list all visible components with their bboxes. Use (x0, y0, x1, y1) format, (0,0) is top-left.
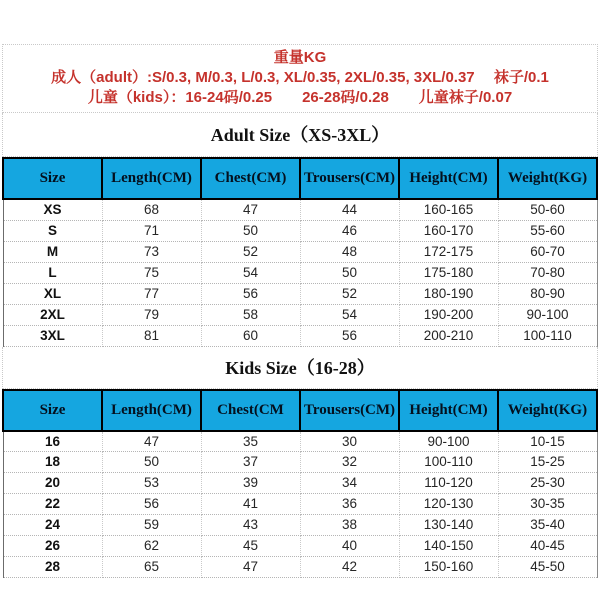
table-row (3, 536, 597, 557)
table-row (3, 452, 597, 473)
table-cell: 50 (201, 220, 300, 241)
column-header: Weight(KG) (498, 390, 597, 431)
table-cell: 75 (102, 262, 201, 283)
table-cell: 35-40 (498, 515, 597, 536)
table-cell: 100-110 (399, 452, 498, 473)
table-cell: 90-100 (399, 431, 498, 452)
table-cell: L (3, 262, 102, 283)
table-cell: 160-170 (399, 220, 498, 241)
table-cell: 47 (201, 557, 300, 578)
table-row (3, 557, 597, 578)
table-cell: 60-70 (498, 241, 597, 262)
table-cell: 80-90 (498, 283, 597, 304)
table-row (3, 325, 597, 346)
table-cell: 50 (300, 262, 399, 283)
weight-note-block (2, 44, 598, 113)
adult-size-table (2, 157, 598, 347)
table-cell: XS (3, 199, 102, 220)
table-cell: 120-130 (399, 494, 498, 515)
table-cell: 71 (102, 220, 201, 241)
table-cell: 55-60 (498, 220, 597, 241)
kids-size-table (2, 389, 598, 579)
table-cell: 140-150 (399, 536, 498, 557)
table-cell: 48 (300, 241, 399, 262)
table-cell: 130-140 (399, 515, 498, 536)
table-cell: 26 (3, 536, 102, 557)
column-header: Trousers(CM) (300, 158, 399, 199)
table-cell: 45 (201, 536, 300, 557)
table-cell: 77 (102, 283, 201, 304)
table-row (3, 241, 597, 262)
table-cell: 15-25 (498, 452, 597, 473)
table-row (3, 431, 597, 452)
table-cell: 46 (300, 220, 399, 241)
column-header: Weight(KG) (498, 158, 597, 199)
table-cell: 70-80 (498, 262, 597, 283)
table-cell: M (3, 241, 102, 262)
table-cell: 47 (201, 199, 300, 220)
table-row (3, 199, 597, 220)
table-cell: XL (3, 283, 102, 304)
table-cell: S (3, 220, 102, 241)
table-cell: 24 (3, 515, 102, 536)
table-cell: 100-110 (498, 325, 597, 346)
table-cell: 65 (102, 557, 201, 578)
table-cell: 44 (300, 199, 399, 220)
table-cell: 34 (300, 473, 399, 494)
weight-note-kids-line: 儿童（kids）：16-24码/0.25 26-28码/0.28 儿童袜子/0.07 (87, 89, 513, 106)
table-cell: 32 (300, 452, 399, 473)
table-cell: 190-200 (399, 304, 498, 325)
table-row (3, 494, 597, 515)
table-cell: 81 (102, 325, 201, 346)
table-cell: 35 (201, 431, 300, 452)
size-chart-sheet (2, 44, 598, 578)
table-cell: 90-100 (498, 304, 597, 325)
table-cell: 56 (300, 325, 399, 346)
table-cell: 2XL (3, 304, 102, 325)
table-cell: 68 (102, 199, 201, 220)
table-cell: 175-180 (399, 262, 498, 283)
table-cell: 25-30 (498, 473, 597, 494)
table-cell: 37 (201, 452, 300, 473)
table-row (3, 283, 597, 304)
table-cell: 39 (201, 473, 300, 494)
table-cell: 18 (3, 452, 102, 473)
column-header: Trousers(CM) (300, 390, 399, 431)
table-cell: 30 (300, 431, 399, 452)
table-cell: 56 (102, 494, 201, 515)
table-cell: 52 (201, 241, 300, 262)
table-cell: 172-175 (399, 241, 498, 262)
weight-note-adult-line: 成人（adult）:S/0.3, M/0.3, L/0.3, XL/0.35, 2XL/0.35, 3XL/0.37 袜子/0.1 (51, 69, 549, 86)
table-cell: 200-210 (399, 325, 498, 346)
table-cell: 73 (102, 241, 201, 262)
table-cell: 59 (102, 515, 201, 536)
table-cell: 180-190 (399, 283, 498, 304)
column-header: Chest(CM) (201, 158, 300, 199)
table-cell: 40-45 (498, 536, 597, 557)
table-cell: 60 (201, 325, 300, 346)
table-cell: 150-160 (399, 557, 498, 578)
table-cell: 40 (300, 536, 399, 557)
adult-size-title: Adult Size（XS-3XL） (2, 113, 598, 157)
table-cell: 10-15 (498, 431, 597, 452)
table-cell: 79 (102, 304, 201, 325)
table-cell: 16 (3, 431, 102, 452)
table-cell: 50-60 (498, 199, 597, 220)
table-row (3, 515, 597, 536)
table-cell: 53 (102, 473, 201, 494)
column-header: Size (3, 390, 102, 431)
table-cell: 47 (102, 431, 201, 452)
table-cell: 38 (300, 515, 399, 536)
table-cell: 110-120 (399, 473, 498, 494)
table-cell: 56 (201, 283, 300, 304)
table-cell: 54 (300, 304, 399, 325)
column-header: Size (3, 158, 102, 199)
table-row (3, 220, 597, 241)
table-cell: 45-50 (498, 557, 597, 578)
table-row (3, 304, 597, 325)
table-cell: 52 (300, 283, 399, 304)
table-cell: 160-165 (399, 199, 498, 220)
column-header: Height(CM) (399, 390, 498, 431)
table-cell: 41 (201, 494, 300, 515)
table-cell: 62 (102, 536, 201, 557)
table-row (3, 262, 597, 283)
table-cell: 43 (201, 515, 300, 536)
column-header: Length(CM) (102, 158, 201, 199)
table-cell: 30-35 (498, 494, 597, 515)
table-row (3, 473, 597, 494)
table-cell: 36 (300, 494, 399, 515)
column-header: Chest(CM (201, 390, 300, 431)
column-header: Height(CM) (399, 158, 498, 199)
table-cell: 54 (201, 262, 300, 283)
column-header: Length(CM) (102, 390, 201, 431)
table-cell: 28 (3, 557, 102, 578)
table-cell: 20 (3, 473, 102, 494)
table-cell: 22 (3, 494, 102, 515)
table-cell: 58 (201, 304, 300, 325)
weight-note-title: 重量KG (273, 49, 327, 66)
table-cell: 3XL (3, 325, 102, 346)
kids-header-row (3, 390, 597, 431)
kids-size-title: Kids Size（16-28） (2, 347, 598, 389)
adult-header-row (3, 158, 597, 199)
table-cell: 42 (300, 557, 399, 578)
table-cell: 50 (102, 452, 201, 473)
